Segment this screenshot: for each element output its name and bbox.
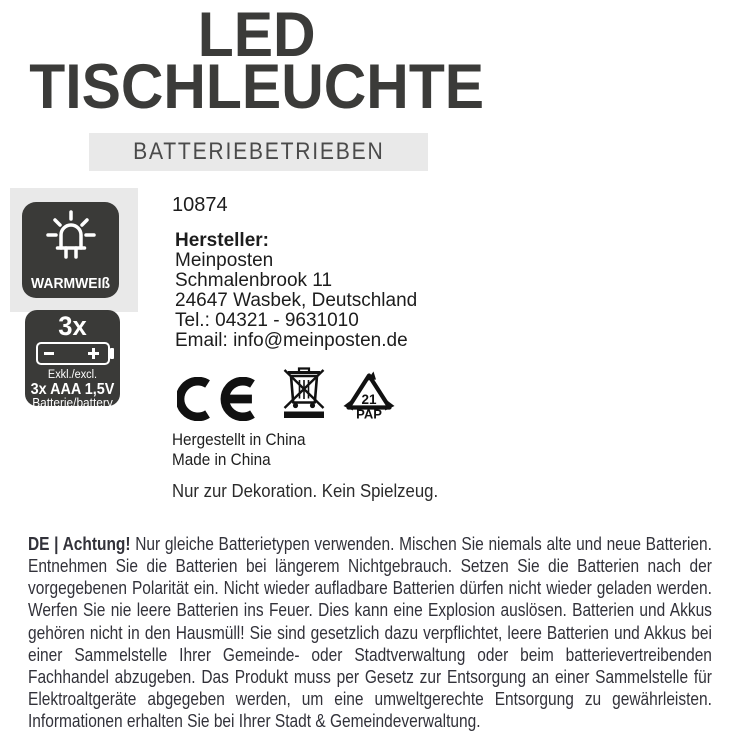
warm-white-label: WARMWEIß <box>30 275 111 292</box>
recycling-triangle-icon <box>343 370 395 419</box>
manufacturer-phone: Tel.: 04321 - 9631010 <box>175 310 359 331</box>
title-line-2: TISCHLEUCHTE <box>29 52 485 122</box>
warning-body: Nur gleiche Batterietypen verwenden. Mischen Sie niemals alte und neue Batterien. Entnehmen Sie die Batterien bei längerem Nichtgebrauch. Setzen Sie die Batterien nach der vorgegebenen Polarität ein. Nicht wieder aufladbare Batterien dürfen nicht wieder geladen werden. Werfen Sie nie leere Batterien ins Feuer. Dies kann eine Explosion auslösen. Batterien und Akkus gehören nicht in den Hausmüll! Sie sind gesetzlich dazu verpflichtet, leere Batterien und Akkus bei einer Sammelstelle Ihrer Gemeinde- oder Stadtverwaltung oder beim batterievertreibenden Fachhandel abzugeben. Das Produkt muss per Gesetz zur Entsorgung an einer Sammelstelle für Elektroaltgeräte abgegeben werden, um eine umweltgerechte Entsorgung zu gewährleisten. Informationen erhalten Sie bei Ihrer Stadt & Gemeindeverwaltung. <box>28 532 712 732</box>
origin-line-en: Made in China <box>172 450 271 469</box>
product-number: 10874 <box>172 194 228 216</box>
battery-operated-banner <box>89 133 428 171</box>
warm-white-badge <box>22 202 119 298</box>
battery-minus-symbol <box>44 352 54 355</box>
banner-label: BATTERIEBETRIEBEN <box>132 138 385 165</box>
battery-plus-symbol <box>88 352 99 355</box>
recycle-number: 21 <box>361 392 377 407</box>
manufacturer-street: Schmalenbrook 11 <box>175 270 333 291</box>
origin-line-de: Hergestellt in China <box>172 430 306 449</box>
battery-exclusive-note: Exkl./excl. <box>47 369 98 381</box>
led-bulb-icon <box>42 208 100 262</box>
battery-type-label: Batterie/battery <box>32 396 113 410</box>
recycle-material: PAP <box>356 406 382 419</box>
manufacturer-city: 24647 Wasbek, Deutschland <box>175 290 418 311</box>
title-line-1: LED <box>197 0 316 70</box>
warning-prefix: DE | Achtung! <box>28 532 131 554</box>
battery-spec: 3x AAA 1,5V <box>30 381 115 398</box>
manufacturer-email: Email: info@meinposten.de <box>175 330 408 351</box>
decoration-note: Nur zur Dekoration. Kein Spielzeug. <box>172 481 439 501</box>
weee-crossed-bin-icon <box>281 365 327 418</box>
battery-count: 3x <box>58 311 87 341</box>
warning-paragraph <box>28 533 712 733</box>
battery-icon <box>36 342 110 365</box>
manufacturer-name: Meinposten <box>175 250 274 271</box>
battery-terminal-nub <box>110 348 114 359</box>
origin-block <box>172 430 306 470</box>
battery-info-badge <box>25 310 120 410</box>
product-title <box>0 0 513 122</box>
manufacturer-label: Hersteller: <box>175 230 269 251</box>
ce-mark-icon <box>177 377 270 421</box>
manufacturer-block <box>175 231 417 351</box>
